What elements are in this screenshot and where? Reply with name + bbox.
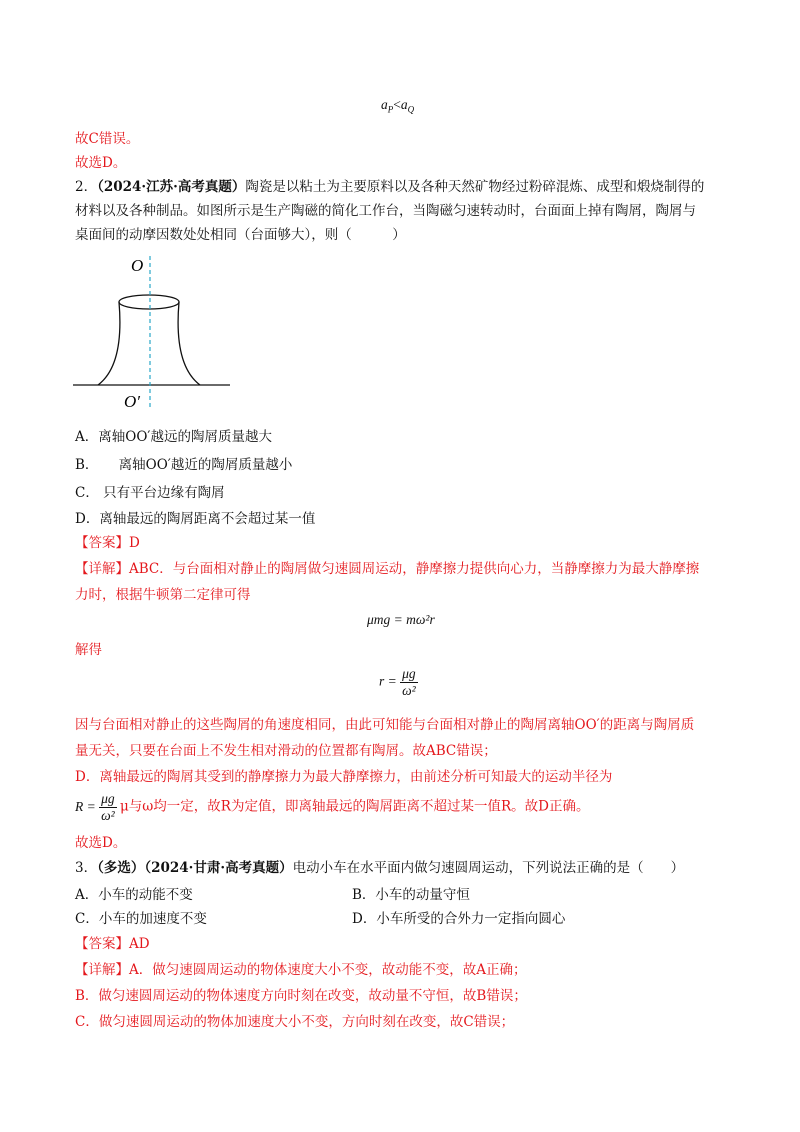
q2-option-b: B． 离轴OO′越近的陶屑质量越小 (75, 457, 293, 473)
top-line-choose-d: 故选D。 (75, 155, 127, 171)
q3-stem-text: 电动小车在水平面内做匀速圆周运动，下列说法正确的是（ ） (292, 860, 685, 876)
eq3-numerator: μg (101, 791, 115, 806)
figure-label-o: O (131, 256, 144, 275)
q2-detail-line3: 因与台面相对静止的这些陶屑的角速度相同，由此可知能与台面相对静止的陶屑离轴OO′的距离与陶屑质 (75, 717, 695, 733)
q3-source: （2024·甘肃·高考真题） (144, 860, 293, 876)
eq3-fraction (99, 791, 117, 824)
eq2-fraction (400, 666, 418, 699)
pottery-wheel-figure (70, 252, 240, 412)
figure-top-ellipse (119, 295, 179, 309)
q2-equation-force: μmg = mω²r (367, 612, 435, 627)
eq-sub-p: P (387, 104, 394, 115)
q2-source: （2024·江苏·高考真题） (97, 179, 246, 195)
top-line-c-wrong: 故C错误。 (75, 131, 140, 147)
q2-number: 2． (75, 179, 98, 195)
q2-detail-line6-text: μ与ω均一定，故R为定值，即离轴最远的陶屑距离不超过某一值R。故D正确。 (120, 798, 590, 815)
q3-option-a: A．小车的动能不变 (75, 887, 193, 903)
q3-detail-line3: C．做匀速圆周运动的物体加速度大小不变，方向时刻在改变，故C错误； (75, 1014, 515, 1030)
eq3-denominator: ω² (101, 808, 115, 823)
q3-detail-line2: B．做匀速圆周运动的物体速度方向时刻在改变，故动量不守恒，故B错误； (75, 988, 527, 1004)
eq2-denominator: ω² (402, 683, 416, 698)
q3-answer: 【答案】AD (75, 936, 150, 952)
q2-option-a: A．离轴OO′越远的陶屑质量越大 (75, 429, 272, 445)
q2-stem-line1 (75, 178, 704, 196)
figure-right-side (178, 302, 200, 385)
q2-detail-line6 (75, 791, 589, 824)
q2-answer: 【答案】D (75, 535, 140, 551)
q2-equation-radius (379, 666, 418, 699)
eq-less-than: < (393, 97, 401, 112)
q3-number: 3． (75, 860, 98, 876)
eq-symbol-a: a (381, 97, 388, 112)
q2-detail-line2: 力时，根据牛顿第二定律可得 (75, 587, 251, 603)
q2-stem-text1: 陶瓷是以粘土为主要原料以及各种天然矿物经过粉碎混炼、成型和煅烧制得的 (245, 179, 705, 195)
eq2-numerator: μg (402, 666, 416, 681)
figure-label-o-prime: O′ (124, 392, 140, 411)
q3-tag: （多选） (97, 860, 145, 876)
eq-sub-q: Q (407, 104, 415, 115)
q3-option-c: C．小车的加速度不变 (75, 911, 207, 927)
q2-conclusion: 故选D。 (75, 835, 127, 851)
q3-option-d: D．小车所受的合外力一定指向圆心 (352, 911, 566, 927)
eq-symbol-a2: a (400, 97, 408, 112)
figure-left-side (98, 302, 120, 385)
q2-detail-line4: 量无关，只要在台面上不发生相对滑动的位置都有陶屑。故ABC错误； (75, 743, 497, 759)
q2-option-c: C． 只有平台边缘有陶屑 (75, 485, 225, 501)
eq2-lhs: r = (379, 673, 397, 689)
eq3-lhs: R = (75, 798, 96, 814)
q2-detail-line5: D．离轴最远的陶屑其受到的静摩擦力为最大静摩擦力，由前述分析可知最大的运动半径为 (75, 769, 613, 785)
q2-solve-label: 解得 (75, 642, 102, 658)
q2-detail-line1: 【详解】ABC．与台面相对静止的陶屑做匀速圆周运动，静摩擦力提供向心力，当静摩擦力为最大静摩擦 (75, 561, 700, 577)
q2-option-d: D．离轴最远的陶屑距离不会超过某一值 (75, 511, 316, 527)
q3-detail-line1: 【详解】A．做匀速圆周运动的物体速度大小不变，故动能不变，故A正确； (75, 962, 527, 978)
equation-aP-lt-aQ (381, 96, 414, 119)
q3-stem (75, 859, 684, 877)
q2-stem-line2: 材料以及各种制品。如图所示是生产陶磁的简化工作台，当陶磁匀速转动时，台面面上掉有陶屑，陶屑与 (75, 203, 696, 219)
q2-stem-line3: 桌面间的动摩因数处处相同（台面够大），则（ ） (75, 227, 406, 243)
q3-option-b: B．小车的动量守恒 (352, 887, 470, 903)
